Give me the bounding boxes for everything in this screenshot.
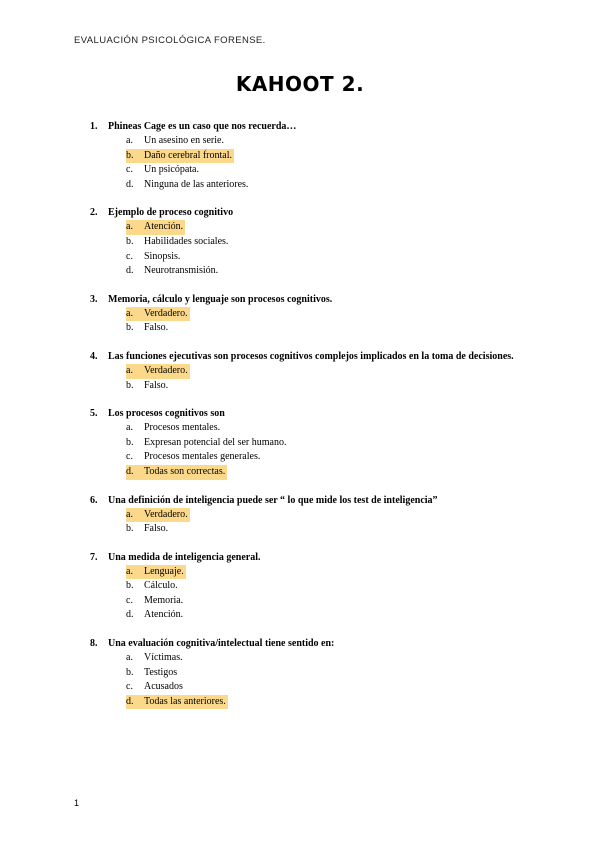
question-text bbox=[90, 636, 530, 651]
question-text bbox=[90, 550, 530, 565]
option-text: Acusados bbox=[144, 681, 183, 693]
option-highlighted bbox=[90, 364, 530, 379]
option bbox=[90, 321, 530, 336]
option-list bbox=[90, 565, 530, 623]
option-letter: b. bbox=[126, 322, 134, 334]
option-letter: b. bbox=[126, 235, 134, 247]
option-text: Verdadero. bbox=[142, 508, 190, 523]
page-number: 1 bbox=[74, 798, 80, 808]
option-list bbox=[90, 421, 530, 479]
option-highlighted bbox=[90, 149, 530, 164]
question-number: 6. bbox=[90, 494, 98, 506]
option-letter: a. bbox=[126, 307, 144, 322]
option-text: Procesos mentales generales. bbox=[144, 451, 261, 463]
option-text: Un psicópata. bbox=[144, 164, 199, 176]
option-text: Verdadero. bbox=[142, 364, 190, 379]
option-letter: d. bbox=[126, 609, 134, 621]
option-text: Verdadero. bbox=[142, 307, 190, 322]
option-list bbox=[90, 651, 530, 709]
option-text: Todas las anteriores. bbox=[142, 695, 228, 710]
question-text bbox=[90, 205, 530, 220]
option-letter: a. bbox=[126, 364, 144, 379]
question-statement: Ejemplo de proceso cognitivo bbox=[108, 207, 234, 219]
option-text: Falso. bbox=[144, 322, 169, 334]
option-highlighted bbox=[90, 307, 530, 322]
question-statement: Phineas Cage es un caso que nos recuerda… bbox=[108, 121, 297, 132]
option bbox=[90, 134, 530, 149]
option-text: Procesos mentales. bbox=[144, 422, 221, 434]
question-text bbox=[90, 292, 530, 307]
option-text: Sinopsis. bbox=[144, 250, 181, 262]
option-letter: a. bbox=[126, 135, 133, 146]
option bbox=[90, 436, 530, 451]
question-7 bbox=[90, 550, 530, 623]
question-number: 8. bbox=[90, 638, 98, 650]
option-list bbox=[90, 220, 530, 278]
option-letter: b. bbox=[126, 666, 134, 678]
option-highlighted bbox=[90, 465, 530, 480]
option-text: Víctimas. bbox=[144, 652, 183, 664]
question-6 bbox=[90, 493, 530, 537]
question-number: 7. bbox=[90, 551, 98, 563]
option-letter: b. bbox=[126, 379, 134, 391]
option bbox=[90, 264, 530, 279]
question-2 bbox=[90, 205, 530, 278]
option-text: Todas son correctas. bbox=[142, 465, 227, 480]
option-text: Lenguaje. bbox=[142, 565, 186, 580]
option-text: Expresan potencial del ser humano. bbox=[144, 436, 287, 448]
title-text: KAHOOT 2. bbox=[235, 72, 365, 96]
option-text: Cálculo. bbox=[144, 580, 178, 592]
option-letter: b. bbox=[126, 436, 134, 448]
option-letter: d. bbox=[126, 178, 134, 190]
question-text bbox=[90, 493, 530, 508]
option bbox=[90, 450, 530, 465]
question-statement: Una medida de inteligencia general. bbox=[108, 551, 261, 563]
option-text: Falso. bbox=[144, 379, 169, 391]
option-list bbox=[90, 364, 530, 393]
option-list bbox=[90, 508, 530, 537]
option-letter: d. bbox=[126, 465, 144, 480]
option-letter: a. bbox=[126, 565, 144, 580]
option-text: Neurotransmisión. bbox=[144, 265, 219, 277]
question-statement: Una definición de inteligencia puede ser “ lo que mide los test de inteligencia” bbox=[108, 494, 438, 506]
option-list bbox=[90, 134, 530, 192]
question-list bbox=[90, 119, 530, 722]
question-number: 5. bbox=[90, 408, 98, 420]
option bbox=[90, 608, 530, 623]
option-text: Atención. bbox=[142, 220, 185, 235]
option bbox=[90, 522, 530, 537]
option bbox=[90, 178, 530, 193]
option bbox=[90, 680, 530, 695]
question-1 bbox=[90, 119, 530, 192]
option bbox=[90, 666, 530, 681]
option-text: Testigos bbox=[144, 666, 178, 678]
option bbox=[90, 421, 530, 436]
document-header: EVALUACIÓN PSICOLÓGICA FORENSE. bbox=[74, 35, 266, 46]
question-number: 2. bbox=[90, 207, 98, 219]
question-3 bbox=[90, 292, 530, 336]
question-statement: Los procesos cognitivos son bbox=[108, 408, 225, 420]
option bbox=[90, 379, 530, 394]
option-text: Falso. bbox=[144, 523, 169, 535]
question-number: 1. bbox=[90, 121, 98, 132]
option-letter: a. bbox=[126, 652, 133, 664]
option bbox=[90, 594, 530, 609]
option-text: Ninguna de las anteriores. bbox=[144, 178, 249, 190]
option-text: Memoria. bbox=[144, 594, 184, 606]
option-letter: a. bbox=[126, 220, 144, 235]
option-highlighted bbox=[90, 220, 530, 235]
option-list bbox=[90, 307, 530, 336]
option-highlighted bbox=[90, 565, 530, 580]
option-letter: c. bbox=[126, 594, 133, 606]
option-text: Un asesino en serie. bbox=[144, 135, 224, 146]
option-letter: a. bbox=[126, 508, 144, 523]
question-8 bbox=[90, 636, 530, 709]
option-text: Daño cerebral frontal. bbox=[142, 149, 234, 164]
question-number: 3. bbox=[90, 293, 98, 305]
option-letter: c. bbox=[126, 451, 133, 463]
option-letter: b. bbox=[126, 580, 134, 592]
option bbox=[90, 235, 530, 250]
option-letter: b. bbox=[126, 149, 144, 164]
option bbox=[90, 163, 530, 178]
question-statement: Las funciones ejecutivas son procesos cognitivos complejos implicados en la toma de decisiones. bbox=[108, 350, 514, 362]
option-text: Atención. bbox=[144, 609, 184, 621]
option-letter: d. bbox=[126, 265, 134, 277]
question-text bbox=[90, 349, 530, 364]
question-number: 4. bbox=[90, 350, 98, 362]
question-4 bbox=[90, 349, 530, 393]
option-letter: d. bbox=[126, 695, 144, 710]
option bbox=[90, 651, 530, 666]
option-letter: a. bbox=[126, 422, 133, 434]
question-statement: Memoria, cálculo y lenguaje son procesos cognitivos. bbox=[108, 293, 333, 305]
option-highlighted bbox=[90, 508, 530, 523]
option-letter: c. bbox=[126, 250, 133, 262]
question-5 bbox=[90, 406, 530, 479]
option-text: Habilidades sociales. bbox=[144, 235, 229, 247]
option bbox=[90, 579, 530, 594]
question-text bbox=[90, 406, 530, 421]
question-statement: Una evaluación cognitiva/intelectual tiene sentido en: bbox=[108, 638, 335, 650]
option-letter: b. bbox=[126, 523, 134, 535]
page-title bbox=[0, 72, 600, 96]
option bbox=[90, 250, 530, 265]
option-letter: c. bbox=[126, 681, 133, 693]
option-letter: c. bbox=[126, 164, 133, 176]
question-text bbox=[90, 119, 530, 134]
option-highlighted bbox=[90, 695, 530, 710]
